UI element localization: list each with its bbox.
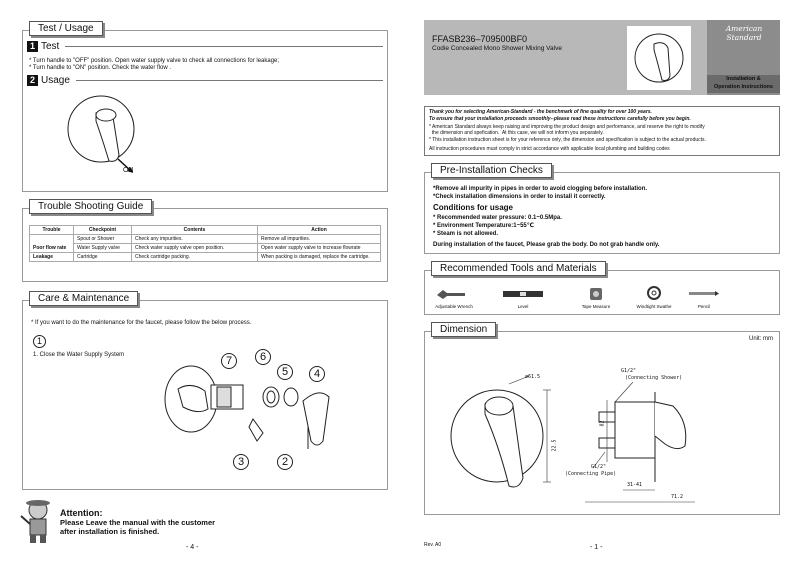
usage-number-badge: 2 (27, 75, 38, 86)
brand-logo: American Standard (725, 24, 763, 42)
dim-thread-top: G1/2" (621, 368, 637, 374)
dim-height: 22.5 (551, 439, 558, 452)
pre-install-line-2: *Check installation dimensions in order to install it correctly. (433, 194, 606, 200)
intro-line-2: To ensure that your installation proceeds smoothly--please read these instructions carefully before you begin. (429, 116, 691, 122)
test-label: Test (41, 41, 60, 52)
callout-7 (221, 353, 237, 369)
page-number-right: - 1 - (590, 544, 603, 551)
care-intro: * If you want to do the maintenance for the faucet, please follow the below process. (31, 320, 252, 326)
cell-checkpoint: Spout or Shower (74, 235, 132, 244)
cell-checkpoint: Cartridge (74, 253, 132, 262)
step-text: 1. Close the Water Supply System (33, 352, 125, 358)
cell-trouble: Poor flow rate (30, 244, 74, 253)
col-header-trouble: Trouble (30, 226, 74, 235)
test-number-badge: 1 (27, 41, 38, 52)
divider (65, 46, 383, 47)
side-view-drawing (585, 372, 765, 512)
callout-label: 2 (281, 456, 289, 468)
cell-action: Open water supply valve to increase flowrate (258, 244, 381, 253)
trouble-shooting-panel (22, 201, 388, 282)
condition-2: * Environment Temperature:1~55℃ (433, 223, 535, 229)
intro-note: All instruction procedures must comply in strict accordance with applicable local plumbing and building codes (429, 146, 670, 152)
page-number-left: - 4 - (186, 544, 199, 551)
step-number: 1 (36, 336, 42, 346)
col-header-action: Action (258, 226, 381, 235)
cell-trouble: Leakage (30, 253, 74, 262)
cell-contents: Check water supply valve open position. (132, 244, 258, 253)
tape-measure-icon (589, 287, 603, 301)
intro-line-1: Thank you for selecting American-Standard - the benchmark of fine quality for over 100 years. (429, 109, 652, 115)
step-number-circle (33, 335, 46, 348)
attention-line-2: after installation is finished. (60, 527, 160, 536)
cell-action: Remove all impurities. (258, 235, 381, 244)
cell-action: When packing is damaged, replace the cartridge. (258, 253, 381, 262)
callout-3 (233, 454, 249, 470)
usage-label: Usage (41, 75, 70, 86)
callout-5 (277, 364, 293, 380)
dim-length: 71.2 (671, 494, 684, 500)
condition-1: * Recommended water pressure: 0.1~0.5Mpa. (433, 215, 562, 221)
pre-install-line-1: *Remove all impurity in pipes in order to avoid clogging before installation. (433, 186, 648, 192)
tool-label-level: Level (517, 304, 529, 309)
trouble-shooting-title: Trouble Shooting Guide (29, 199, 152, 214)
callout-2 (277, 454, 293, 470)
divider (76, 80, 383, 81)
test-line-2: * Turn handle to "ON" position. Check the water flow . (29, 65, 171, 71)
callout-label: 3 (237, 456, 245, 468)
revision-label: Rev. A0 (424, 542, 442, 548)
col-header-checkpoint: Checkpoint (74, 226, 132, 235)
cell-contents: Check any impurities. (132, 235, 258, 244)
dim-thread-bottom: G1/2" (591, 464, 607, 470)
test-heading (27, 41, 383, 52)
intro-bullet-2: the dimension and spefication. At this case, we will not inform you separately. (429, 130, 604, 136)
grab-warning: During installation of the faucet, Please grab the body. Do not grab handle only. (433, 242, 660, 248)
intro-panel (424, 106, 780, 156)
table-row (30, 253, 381, 262)
intro-bullet-3: * This installation instruction sheet is for your reference only, the dimension and specification is subject to the actual products. (429, 137, 706, 143)
conditions-title: Conditions for usage (433, 203, 513, 212)
attention-line-1: Please Leave the manual with the customer (60, 518, 216, 527)
test-usage-panel (22, 23, 388, 192)
pre-install-title: Pre-Installation Checks (431, 163, 552, 178)
col-header-contents: Contents (132, 226, 258, 235)
usage-heading (27, 75, 383, 86)
brand-box (707, 20, 780, 95)
mascot-illustration (18, 496, 58, 546)
pre-install-panel (424, 165, 780, 254)
condition-3: * Steam is not allowed. (433, 231, 499, 237)
callout-label: 6 (259, 351, 267, 363)
care-maintenance-panel (22, 293, 388, 490)
doc-type-line-2: Operation Instructions (714, 84, 773, 90)
usage-faucet-illustration (63, 91, 173, 186)
table-row (30, 244, 381, 253)
callout-6 (255, 349, 271, 365)
test-usage-title: Test / Usage (29, 21, 103, 36)
doc-type-box (707, 75, 780, 93)
product-name: Codie Concealed Mono Shower Mixing Valve (432, 45, 562, 52)
header-product-illustration (624, 24, 694, 92)
pencil-icon (689, 291, 719, 296)
front-view-drawing (447, 366, 587, 506)
tool-label-pencil: Pencil (697, 304, 711, 309)
cell-contents: Check cartridge packing. (132, 253, 258, 262)
cell-trouble (30, 235, 74, 244)
level-icon (503, 291, 543, 297)
dim-depth: 31-41 (627, 482, 643, 488)
wrench-icon (435, 287, 471, 301)
on-label: ON (123, 167, 134, 174)
header-bar (424, 20, 780, 95)
dim-diameter: ø61.5 (525, 374, 541, 380)
exploded-view-illustration (153, 341, 353, 481)
tools-panel (424, 263, 780, 315)
tool-label-tape-measure: Tape Measure (581, 304, 611, 309)
intro-bullet-1: * American Standard always keep raising and improving the product design and performance, and reserve the right to modify (429, 124, 705, 130)
model-number: FFASB236–709500BF0 (432, 34, 528, 44)
tool-label-windtight-swathe: Windtight Swathe (636, 304, 672, 309)
doc-type-line-1: Installation & (726, 76, 761, 82)
callout-label: 5 (281, 366, 289, 378)
windtight-swathe-icon (647, 286, 661, 300)
table-header-row (30, 226, 381, 235)
dimension-title: Dimension (431, 322, 496, 337)
trouble-table (29, 225, 381, 262)
dim-side: 82 (599, 420, 606, 427)
tool-label-wrench: Adjustable Wrench (435, 304, 473, 309)
test-line-1: * Turn handle to "OFF" position. Open water supply valve to check all connections for leakage; (29, 58, 280, 64)
callout-label: 4 (313, 368, 321, 380)
callout-label: 7 (225, 355, 233, 367)
tools-title: Recommended Tools and Materials (431, 261, 606, 276)
table-row (30, 235, 381, 244)
attention-title: Attention: (60, 508, 103, 518)
care-maintenance-title: Care & Maintenance (29, 291, 138, 306)
cell-checkpoint: Water Supply valve (74, 244, 132, 253)
unit-label: Unit: mm (749, 336, 773, 342)
dim-connecting-pipe: (Connecting Pipe) (565, 471, 617, 477)
dim-connecting-shower: (Connecting Shower) (625, 375, 683, 381)
callout-4 (309, 366, 325, 382)
trouble-table-wrap (29, 225, 381, 262)
dimension-panel (424, 324, 780, 515)
